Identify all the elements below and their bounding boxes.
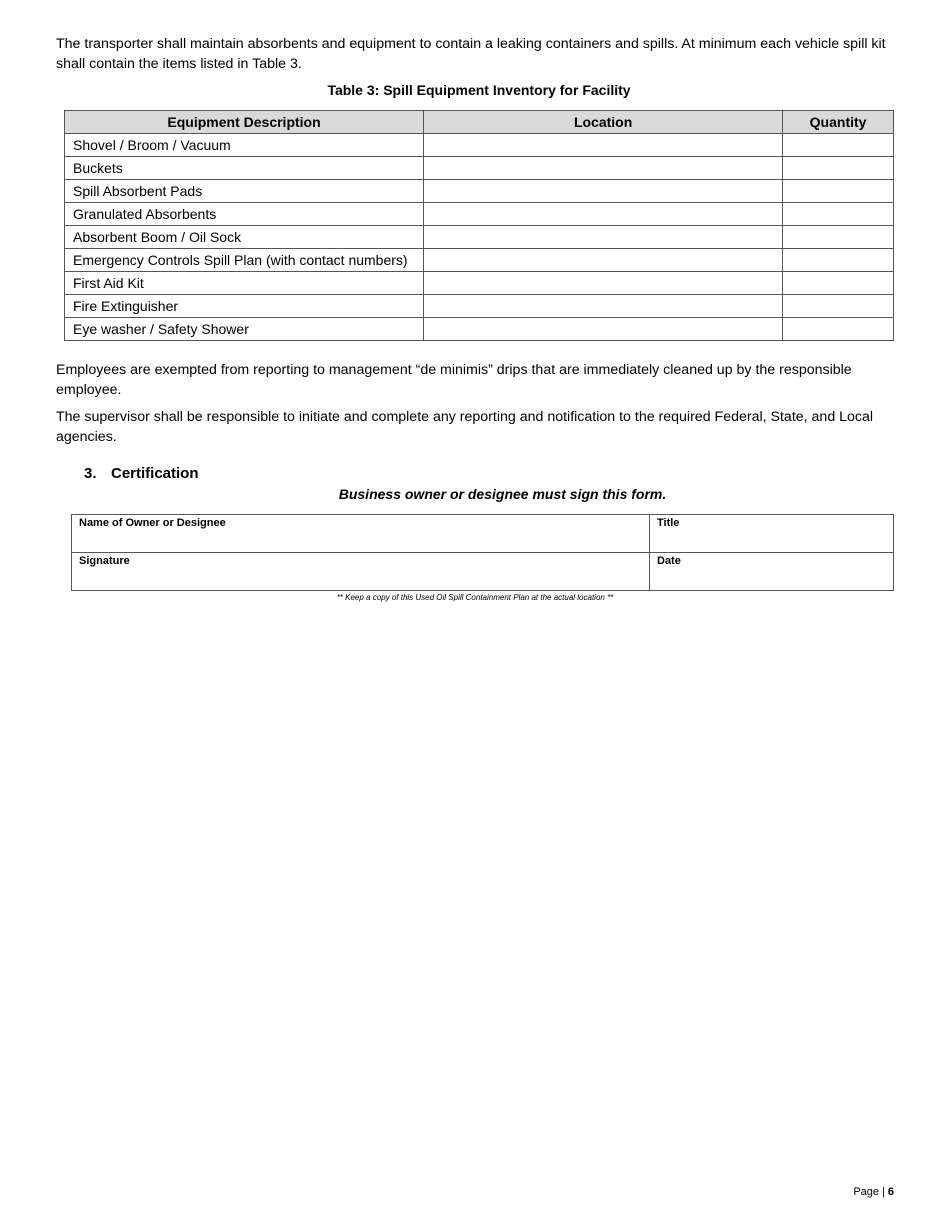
location-cell[interactable] <box>424 272 783 295</box>
date-label: Date <box>657 555 681 567</box>
header-quantity: Quantity <box>783 111 894 134</box>
section-title: Certification <box>111 465 199 482</box>
table-row <box>65 272 894 295</box>
table-row <box>65 226 894 249</box>
page-number-footer <box>853 1186 894 1198</box>
quantity-cell[interactable] <box>783 157 894 180</box>
table-row <box>65 203 894 226</box>
quantity-cell[interactable] <box>783 134 894 157</box>
table-row <box>65 180 894 203</box>
equipment-description-cell: Granulated Absorbents <box>65 203 424 226</box>
location-cell[interactable] <box>424 134 783 157</box>
table-caption: Table 3: Spill Equipment Inventory for Facility <box>327 82 631 98</box>
equipment-description-cell: Eye washer / Safety Shower <box>65 318 424 341</box>
equipment-description-cell: Emergency Controls Spill Plan (with contact numbers) <box>65 249 424 272</box>
equipment-description-cell: Shovel / Broom / Vacuum <box>65 134 424 157</box>
header-equipment-description: Equipment Description <box>65 111 424 134</box>
location-cell[interactable] <box>424 157 783 180</box>
equipment-description-cell: Absorbent Boom / Oil Sock <box>65 226 424 249</box>
quantity-cell[interactable] <box>783 226 894 249</box>
certification-row <box>72 515 894 553</box>
exemption-paragraph: Employees are exempted from reporting to management “de minimis” drips that are immediately cleaned up by the responsible employee. <box>56 362 852 398</box>
supervisor-paragraph: The supervisor shall be responsible to initiate and complete any reporting and notification to the required Federal, State, and Local agencies. <box>56 409 874 445</box>
page-number: 6 <box>887 1186 894 1198</box>
location-cell[interactable] <box>424 249 783 272</box>
quantity-cell[interactable] <box>783 203 894 226</box>
date-field[interactable] <box>650 553 894 591</box>
spill-equipment-table <box>64 110 894 341</box>
quantity-cell[interactable] <box>783 180 894 203</box>
table-row <box>65 157 894 180</box>
equipment-description-cell: Buckets <box>65 157 424 180</box>
equipment-description-cell: First Aid Kit <box>65 272 424 295</box>
certification-row <box>72 553 894 591</box>
quantity-cell[interactable] <box>783 272 894 295</box>
table-row <box>65 134 894 157</box>
footnote: ** Keep a copy of this Used Oil Spill Containment Plan at the actual location ** <box>336 593 614 602</box>
location-cell[interactable] <box>424 203 783 226</box>
title-label: Title <box>657 517 680 529</box>
title-field[interactable] <box>650 515 894 553</box>
equipment-description-cell: Spill Absorbent Pads <box>65 180 424 203</box>
quantity-cell[interactable] <box>783 295 894 318</box>
page-separator: | <box>882 1186 885 1198</box>
table-row <box>65 295 894 318</box>
location-cell[interactable] <box>424 318 783 341</box>
owner-name-label: Name of Owner or Designee <box>79 517 226 529</box>
signature-field[interactable] <box>72 553 650 591</box>
table-header-row <box>65 111 894 134</box>
table-row <box>65 249 894 272</box>
quantity-cell[interactable] <box>783 318 894 341</box>
location-cell[interactable] <box>424 295 783 318</box>
header-location: Location <box>424 111 783 134</box>
intro-paragraph: The transporter shall maintain absorbents and equipment to contain a leaking containers and spills. At minimum each vehicle spill kit shall contain the items listed in Table 3. <box>56 36 886 72</box>
certification-table <box>71 514 894 591</box>
signature-instruction: Business owner or designee must sign this form. <box>338 486 667 502</box>
signature-label: Signature <box>79 555 130 567</box>
equipment-description-cell: Fire Extinguisher <box>65 295 424 318</box>
section-heading <box>84 465 199 482</box>
table-row <box>65 318 894 341</box>
quantity-cell[interactable] <box>783 249 894 272</box>
owner-name-field[interactable] <box>72 515 650 553</box>
location-cell[interactable] <box>424 226 783 249</box>
location-cell[interactable] <box>424 180 783 203</box>
section-number: 3. <box>84 465 97 482</box>
page-label: Page <box>853 1186 880 1198</box>
